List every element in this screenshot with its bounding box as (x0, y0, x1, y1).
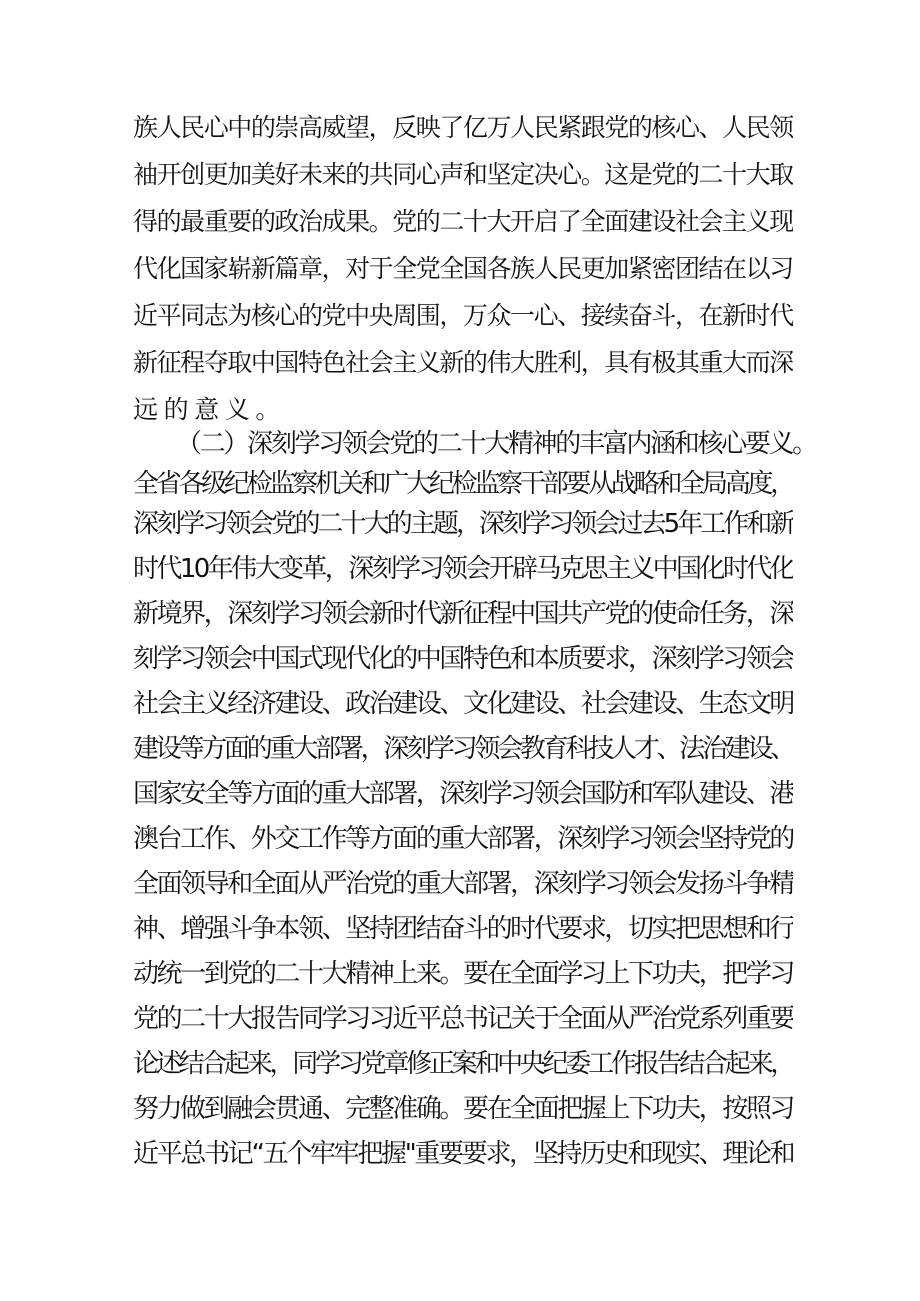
paragraph-2-line-2: 全省各级纪检监察机关和广大纪检监察干部要从战略和全局高度， (133, 469, 793, 499)
paragraph-2-line-16: 努力做到融会贯通、完整准确。要在全面把握上下功夫，按照习 (133, 1094, 793, 1124)
paragraph-2-line-15: 论述结合起来，同学习党章修正案和中央纪委工作报告结合起来， (133, 1049, 793, 1079)
paragraph-1-line-7: 远的意义。 (133, 395, 287, 424)
paragraph-1-line-2: 袖开创更加美好未来的共同心声和坚定决心。这是党的二十大取 (133, 160, 793, 189)
paragraph-1-line-5: 近平同志为核心的党中央周围，万众一心、接续奋斗，在新时代 (133, 301, 793, 330)
paragraph-2-line-8: 建设等方面的重大部署，深刻学习领会教育科技人才、法治建设、 (133, 734, 793, 764)
paragraph-2-line-17: 近平总书记“五个牢牢把握"重要要求，坚持历史和现实、理论和 (133, 1139, 793, 1169)
paragraph-1-line-4: 代化国家崭新篇章，对于全党全国各族人民更加紧密团结在以习 (133, 254, 793, 283)
paragraph-1-line-3: 得的最重要的政治成果。党的二十大开启了全面建设社会主义现 (133, 207, 793, 236)
paragraph-1-line-6: 新征程夺取中国特色社会主义新的伟大胜利，具有极其重大而深 (133, 348, 793, 377)
paragraph-2-heading-line: （二）深刻学习领会党的二十大精神的丰富内涵和核心要义。 (176, 429, 816, 459)
paragraph-2-line-10: 澳台工作、外交工作等方面的重大部署，深刻学习领会坚持党的 (133, 824, 793, 854)
paragraph-2-line-7: 社会主义经济建设、政治建设、文化建设、社会建设、生态文明 (133, 689, 793, 719)
paragraph-2-line-12: 神、增强斗争本领、坚持团结奋斗的时代要求，切实把思想和行 (133, 914, 793, 944)
paragraph-2-line-13: 动统一到党的二十大精神上来。要在全面学习上下功夫，把学习 (133, 959, 793, 989)
paragraph-2-line-9: 国家安全等方面的重大部署，深刻学习领会国防和军队建设、港 (133, 779, 793, 809)
paragraph-2-line-11: 全面领导和全面从严治党的重大部署，深刻学习领会发扬斗争精 (133, 869, 793, 899)
paragraph-2-line-14: 党的二十大报告同学习习近平总书记关于全面从严治党系列重要 (133, 1004, 793, 1034)
paragraph-1-line-1: 族人民心中的崇高威望，反映了亿万人民紧跟党的核心、人民领 (133, 113, 793, 142)
paragraph-2-line-5: 新境界，深刻学习领会新时代新征程中国共产党的使命任务，深 (133, 599, 793, 629)
paragraph-2-line-3: 深刻学习领会党的二十大的主题，深刻学习领会过去5年工作和新 (133, 509, 793, 539)
paragraph-2-line-6: 刻学习领会中国式现代化的中国特色和本质要求，深刻学习领会 (133, 644, 793, 674)
paragraph-2-line-4: 时代10年伟大变革，深刻学习领会开辟马克思主义中国化时代化 (133, 554, 793, 584)
